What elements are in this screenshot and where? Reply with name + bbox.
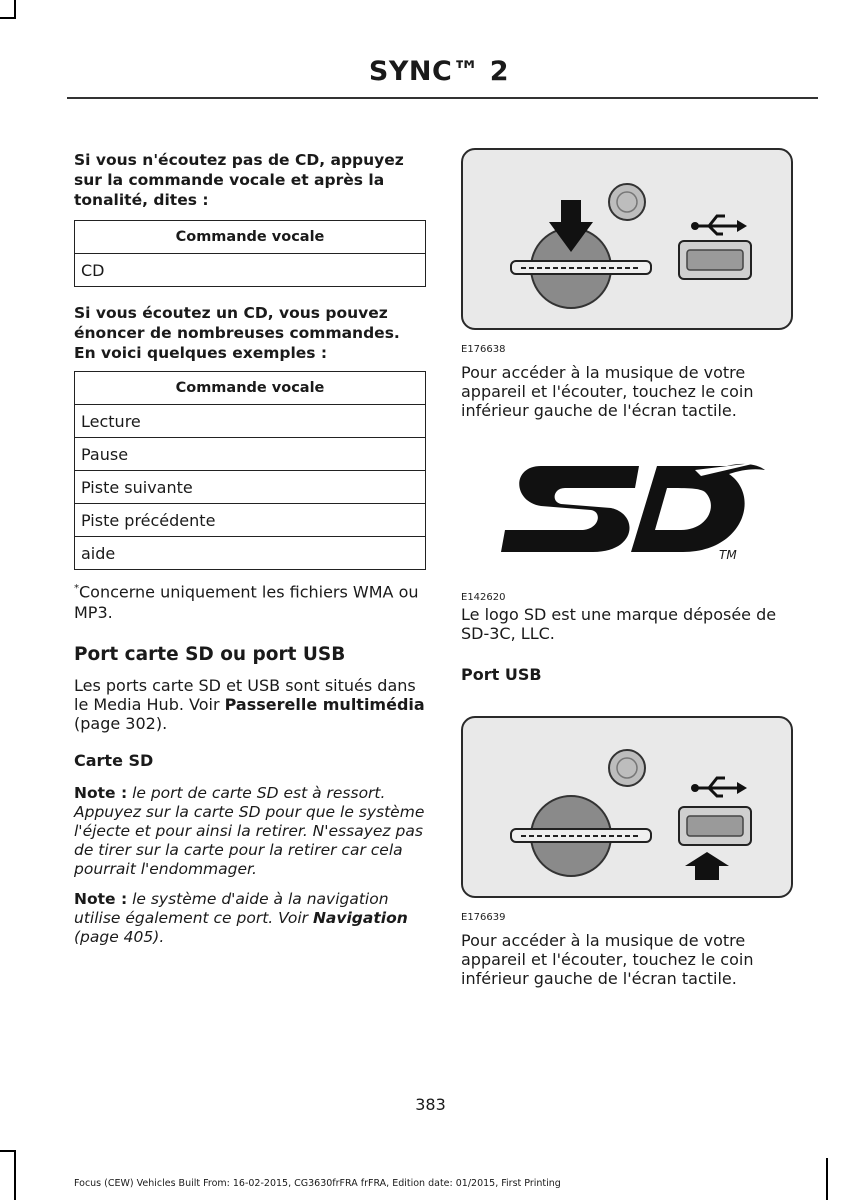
intro-no-cd: Si vous n'écoutez pas de CD, appuyez sur la commande vocale et après la tonalité, dites : [74,151,404,209]
fig3-caption: Pour accéder à la musique de votre appareil et l'écouter, touchez le coin inférieur gauche de l'écran tactile. [461,931,754,988]
footnote-mark: * [74,583,79,594]
section-heading: Port carte SD ou port USB [74,644,346,666]
crop-mark [0,17,16,19]
sd-logo-figure [461,456,797,584]
round-button-icon [609,184,645,220]
table-row: Lecture [75,405,426,438]
passerelle-link[interactable]: Passerelle multimédia [224,695,425,715]
table-row: Piste précédente [75,504,426,537]
table-header: Commande vocale [75,372,426,405]
media-hub-figure-usb [461,716,793,898]
note-sd: Note : le port de carte SD est à ressort. Appuyez sur la carte SD pour que le système l'éjecte et pour ainsi la retirer. N'essayez pas de tirer sur la carte pour la retirer car cela pourrait l'endommager. [74,784,425,879]
right-column [461,148,797,988]
sd-card-heading: Carte SD [74,751,154,771]
usb-port-heading: Port USB [461,665,542,684]
navigation-link[interactable]: Navigation [312,909,408,928]
crop-mark [826,1158,828,1200]
footnote: *Concerne uniquement les fichiers WMA ou MP3. [74,582,419,623]
table-row: CD [75,254,426,287]
voice-command-table-cd [74,220,426,287]
table-row: Pause [75,438,426,471]
page-number: 383 [415,1095,446,1114]
usb-symbol-icon [695,216,737,234]
figure-label: E142620 [461,592,506,603]
crop-mark [14,0,16,18]
intro-cd: Si vous écoutez un CD, vous pouvez énoncer de nombreuses commandes. En voici quelques exemples : [74,304,400,362]
round-button-icon [609,750,645,786]
table-row: Piste suivante [75,471,426,504]
figure-label: E176638 [461,344,506,355]
media-hub-figure-sd [461,148,793,330]
figure-label: E176639 [461,912,506,923]
table-row: aide [75,537,426,570]
ports-paragraph: Les ports carte SD et USB sont situés dans le Media Hub. Voir Passerelle multimédia (page 302). [74,676,425,734]
voice-command-table-examples [74,371,426,570]
page-title: SYNC™ 2 [368,56,509,87]
table-header: Commande vocale [75,221,426,254]
trademark-label: TM [719,548,737,562]
up-arrow-icon [685,852,729,866]
sd-logo-caption: Le logo SD est une marque déposée de SD-3C, LLC. [461,605,777,643]
sd-logo-icon [461,456,797,584]
header-rule [67,97,818,99]
print-info: Focus (CEW) Vehicles Built From: 16-02-2015, CG3630frFRA frFRA, Edition date: 01/2015, First Printing [74,1178,561,1189]
left-column [74,150,426,947]
fig1-caption: Pour accéder à la musique de votre appareil et l'écouter, touchez le coin inférieur gauche de l'écran tactile. [461,363,754,420]
crop-mark [14,1150,16,1200]
usb-symbol-icon [695,778,737,796]
note-navigation: Note : le système d'aide à la navigation utilise également ce port. Voir Navigation (page 405). [74,890,408,947]
